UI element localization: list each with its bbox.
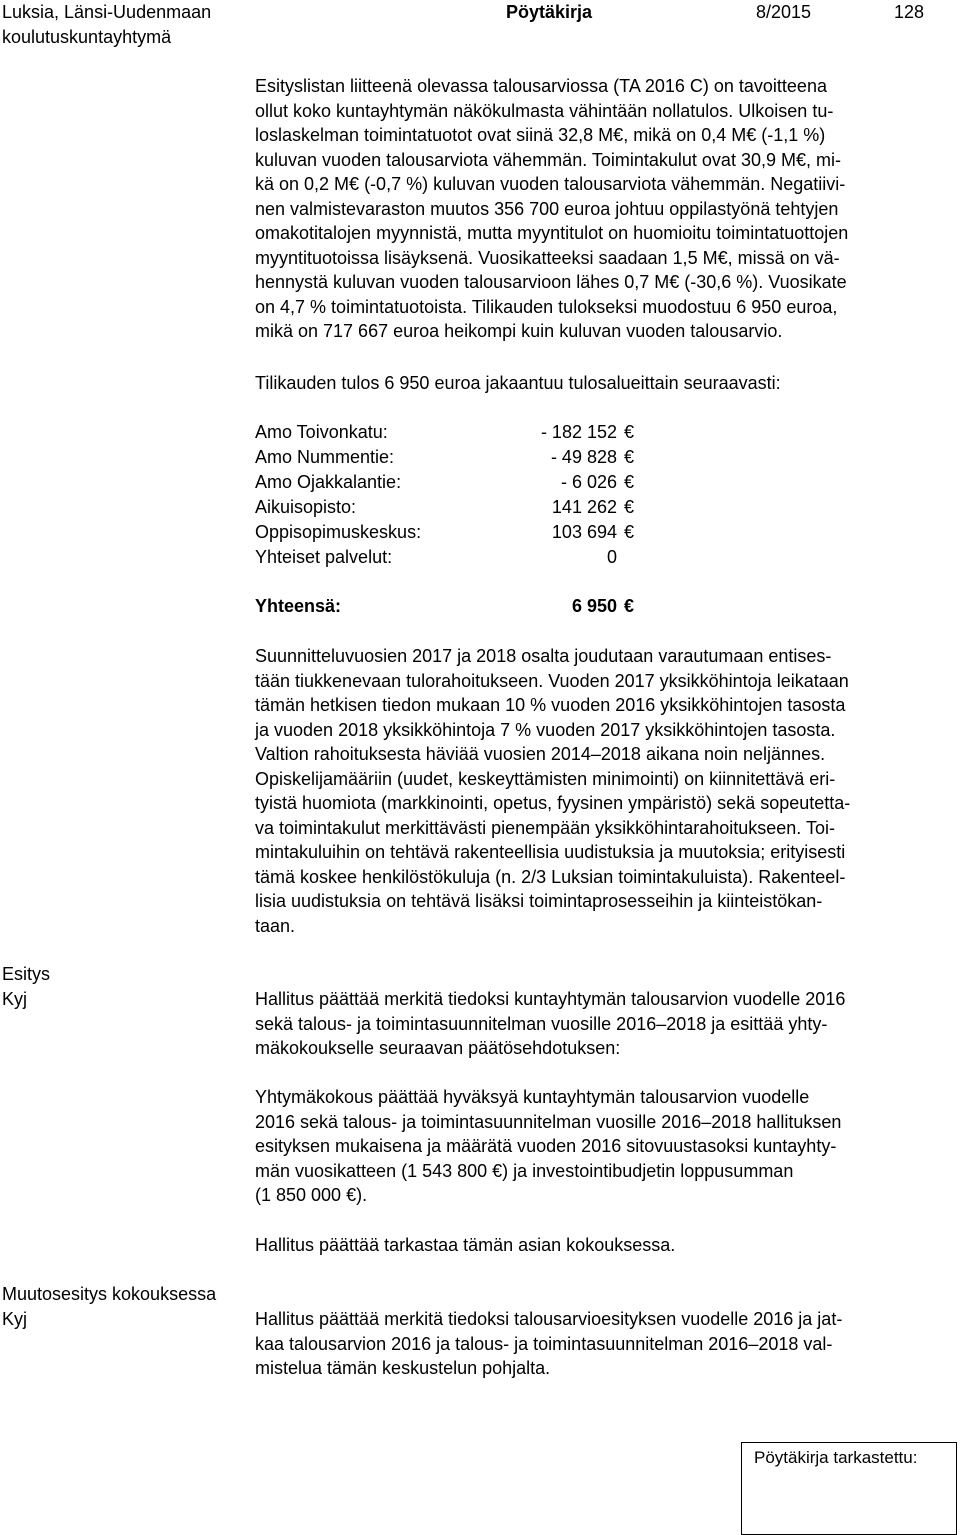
- organization-name: [2, 0, 211, 49]
- text-line: Tilikauden tulos 6 950 euroa jakaantuu tulosalueittain seuraavasti:: [255, 373, 781, 393]
- text-line: hennystä kuluvan vuoden talousarvioon lähes 0,7 M€ (-30,6 %). Vuosikate: [255, 272, 847, 292]
- distribution-total: [255, 594, 655, 619]
- text-line: Esityslistan liitteenä olevassa talousarviossa (TA 2016 C) on tavoitteena: [255, 76, 827, 96]
- text-line: Suunnitteluvuosien 2017 ja 2018 osalta joudutaan varautumaan entises-: [255, 646, 832, 666]
- text-line: Yhtymäkokous päättää hyväksyä kuntayhtymän talousarvion vuodelle: [255, 1087, 810, 1107]
- text-line: mistelua tämän keskustelun pohjalta.: [255, 1358, 551, 1378]
- text-line: nen valmistevaraston muutos 356 700 euroa johtuu oppilastyönä tehtyjen: [255, 198, 839, 219]
- distribution-row: [255, 420, 655, 445]
- paragraph-board-proposal: [255, 987, 955, 1061]
- unit-name: Amo Nummentie:: [255, 447, 395, 467]
- text-line: Valtion rahoituksesta häviää vuosien 2014–2018 aikana noin neljännes.: [255, 744, 826, 764]
- paragraph-planning-years: [255, 644, 955, 938]
- text-line: 2016 sekä talous- ja toimintasuunnitelman vuosille 2016–2018 hallituksen: [255, 1111, 842, 1132]
- total-currency: €: [624, 596, 635, 616]
- text-line: kaa talousarvion 2016 ja talous- ja toimintasuunnitelman 2016–2018 val-: [255, 1333, 833, 1354]
- currency-symbol: €: [624, 497, 635, 517]
- side-label-kyj-2: Kyj: [2, 1309, 28, 1329]
- unit-result-value: - 182 152: [540, 422, 617, 442]
- distribution-row: [255, 520, 655, 545]
- distribution-row: [255, 545, 655, 570]
- text-line: Hallitus päättää tarkastaa tämän asian kokouksessa.: [255, 1235, 676, 1255]
- page-number: 128: [894, 2, 925, 22]
- text-line: ollut koko kuntayhtymän näkökulmasta vähintään nollatulos. Ulkoisen tu-: [255, 100, 834, 121]
- unit-result-value: 103 694: [551, 522, 617, 542]
- side-label-esitys: Esitys: [2, 964, 51, 984]
- distribution-row: [255, 470, 655, 495]
- text-line: mäkokoukselle seuraavan päätösehdotuksen:: [255, 1038, 621, 1058]
- text-line: tämä koskee henkilöstökuluja (n. 2/3 Luksian toimintakuluista). Rakenteel-: [255, 866, 846, 887]
- total-label: Yhteensä:: [255, 596, 342, 616]
- unit-name: Amo Ojakkalantie:: [255, 472, 402, 492]
- text-line: omakotitalojen myynnistä, mutta myyntitulot on huomioitu toimintatuottojen: [255, 223, 849, 243]
- minutes-checked-label: Pöytäkirja tarkastettu:: [754, 1448, 918, 1467]
- text-line: tään tiukkenevaan tulorahoitukseen. Vuoden 2017 yksikköhintoja leikataan: [255, 670, 849, 691]
- unit-name: Aikuisopisto:: [255, 497, 357, 517]
- text-line: on 4,7 % toimintatuotoista. Tilikauden tulokseksi muodostuu 6 950 euroa,: [255, 296, 838, 317]
- text-line: taan.: [255, 915, 296, 936]
- unit-result-value: - 6 026: [560, 472, 617, 492]
- unit-result-value: 141 262: [551, 497, 617, 517]
- organization-line-2: koulutuskuntayhtymä: [2, 26, 172, 47]
- text-line: va toimintakulut merkittävästi pienempään yksikköhintarahoitukseen. Toi-: [255, 817, 835, 838]
- side-label-kyj-1: Kyj: [2, 989, 28, 1009]
- distribution-row: [255, 445, 655, 470]
- text-line: tyistä huomiota (markkinointi, opetus, fyysinen ympäristö) sekä sopeutetta-: [255, 793, 851, 813]
- text-line: loslaskelman toimintatuotot ovat siinä 32,8 M€, mikä on 0,4 M€ (-1,1 %): [255, 125, 826, 145]
- text-line: mintakuluihin on tehtävä rakenteellisia uudistuksia ja muutoksia; erityisesti: [255, 842, 846, 862]
- total-value: 6 950: [571, 596, 617, 616]
- text-line: Hallitus päättää merkitä tiedoksi talousarvioesityksen vuodelle 2016 ja jat-: [255, 1309, 843, 1329]
- text-line: myyntituotoissa lisäyksenä. Vuosikatteeksi saadaan 1,5 M€, missä on vä-: [255, 247, 840, 268]
- currency-symbol: €: [624, 522, 635, 542]
- paragraph-assembly-decision: [255, 1085, 955, 1208]
- distribution-table: [255, 420, 655, 570]
- text-line: ja vuoden 2018 yksikköhintoja 7 % vuoden 2017 yksikköhintojen tasosta.: [255, 719, 836, 740]
- distribution-row: [255, 495, 655, 520]
- document-number: 8/2015: [756, 2, 812, 22]
- unit-name: Amo Toivonkatu:: [255, 422, 388, 442]
- minutes-checked-box: [741, 1442, 957, 1535]
- paragraph-amended-decision: [255, 1307, 955, 1381]
- organization-line-1: Luksia, Länsi-Uudenmaan: [2, 2, 212, 22]
- unit-name: Oppisopimuskeskus:: [255, 522, 422, 542]
- paragraph-result-intro: [255, 371, 955, 396]
- currency-symbol: €: [624, 472, 635, 492]
- paragraph-check-in-meeting: [255, 1233, 955, 1258]
- text-line: lisia uudistuksia on tehtävä lisäksi toimintaprosesseihin ja kiinteistökan-: [255, 891, 823, 911]
- text-line: män vuosikatteen (1 543 800 €) ja investointibudjetin loppusumman: [255, 1160, 794, 1181]
- paragraph-budget-summary: [255, 74, 955, 344]
- text-line: sekä talous- ja toimintasuunnitelman vuosille 2016–2018 ja esittää yhty-: [255, 1013, 828, 1034]
- unit-result-value: - 49 828: [550, 447, 617, 467]
- document-type: Pöytäkirja: [506, 2, 593, 22]
- text-line: Hallitus päättää merkitä tiedoksi kuntayhtymän talousarvion vuodelle 2016: [255, 989, 846, 1009]
- text-line: Opiskelijamääriin (uudet, keskeyttämisten minimointi) on kiinnitettävä eri-: [255, 768, 836, 789]
- text-line: esityksen mukaisena ja määrätä vuoden 2016 sitovuustasoksi kuntayhty-: [255, 1136, 837, 1156]
- text-line: kä on 0,2 M€ (-0,7 %) kuluvan vuoden talousarviota vähemmän. Negatiivi-: [255, 174, 846, 194]
- text-line: tämän hetkisen tiedon mukaan 10 % vuoden 2016 yksikköhintojen tasosta: [255, 695, 846, 715]
- unit-result-value: 0: [606, 547, 617, 567]
- text-line: (1 850 000 €).: [255, 1185, 368, 1205]
- side-label-muutosesitys: Muutosesitys kokouksessa: [2, 1284, 217, 1304]
- currency-symbol: €: [624, 422, 635, 442]
- text-line: kuluvan vuoden talousarviota vähemmän. Toimintakulut ovat 30,9 M€, mi-: [255, 149, 841, 170]
- currency-symbol: €: [624, 447, 635, 467]
- text-line: mikä on 717 667 euroa heikompi kuin kuluvan vuoden talousarvio.: [255, 321, 783, 341]
- unit-name: Yhteiset palvelut:: [255, 547, 393, 567]
